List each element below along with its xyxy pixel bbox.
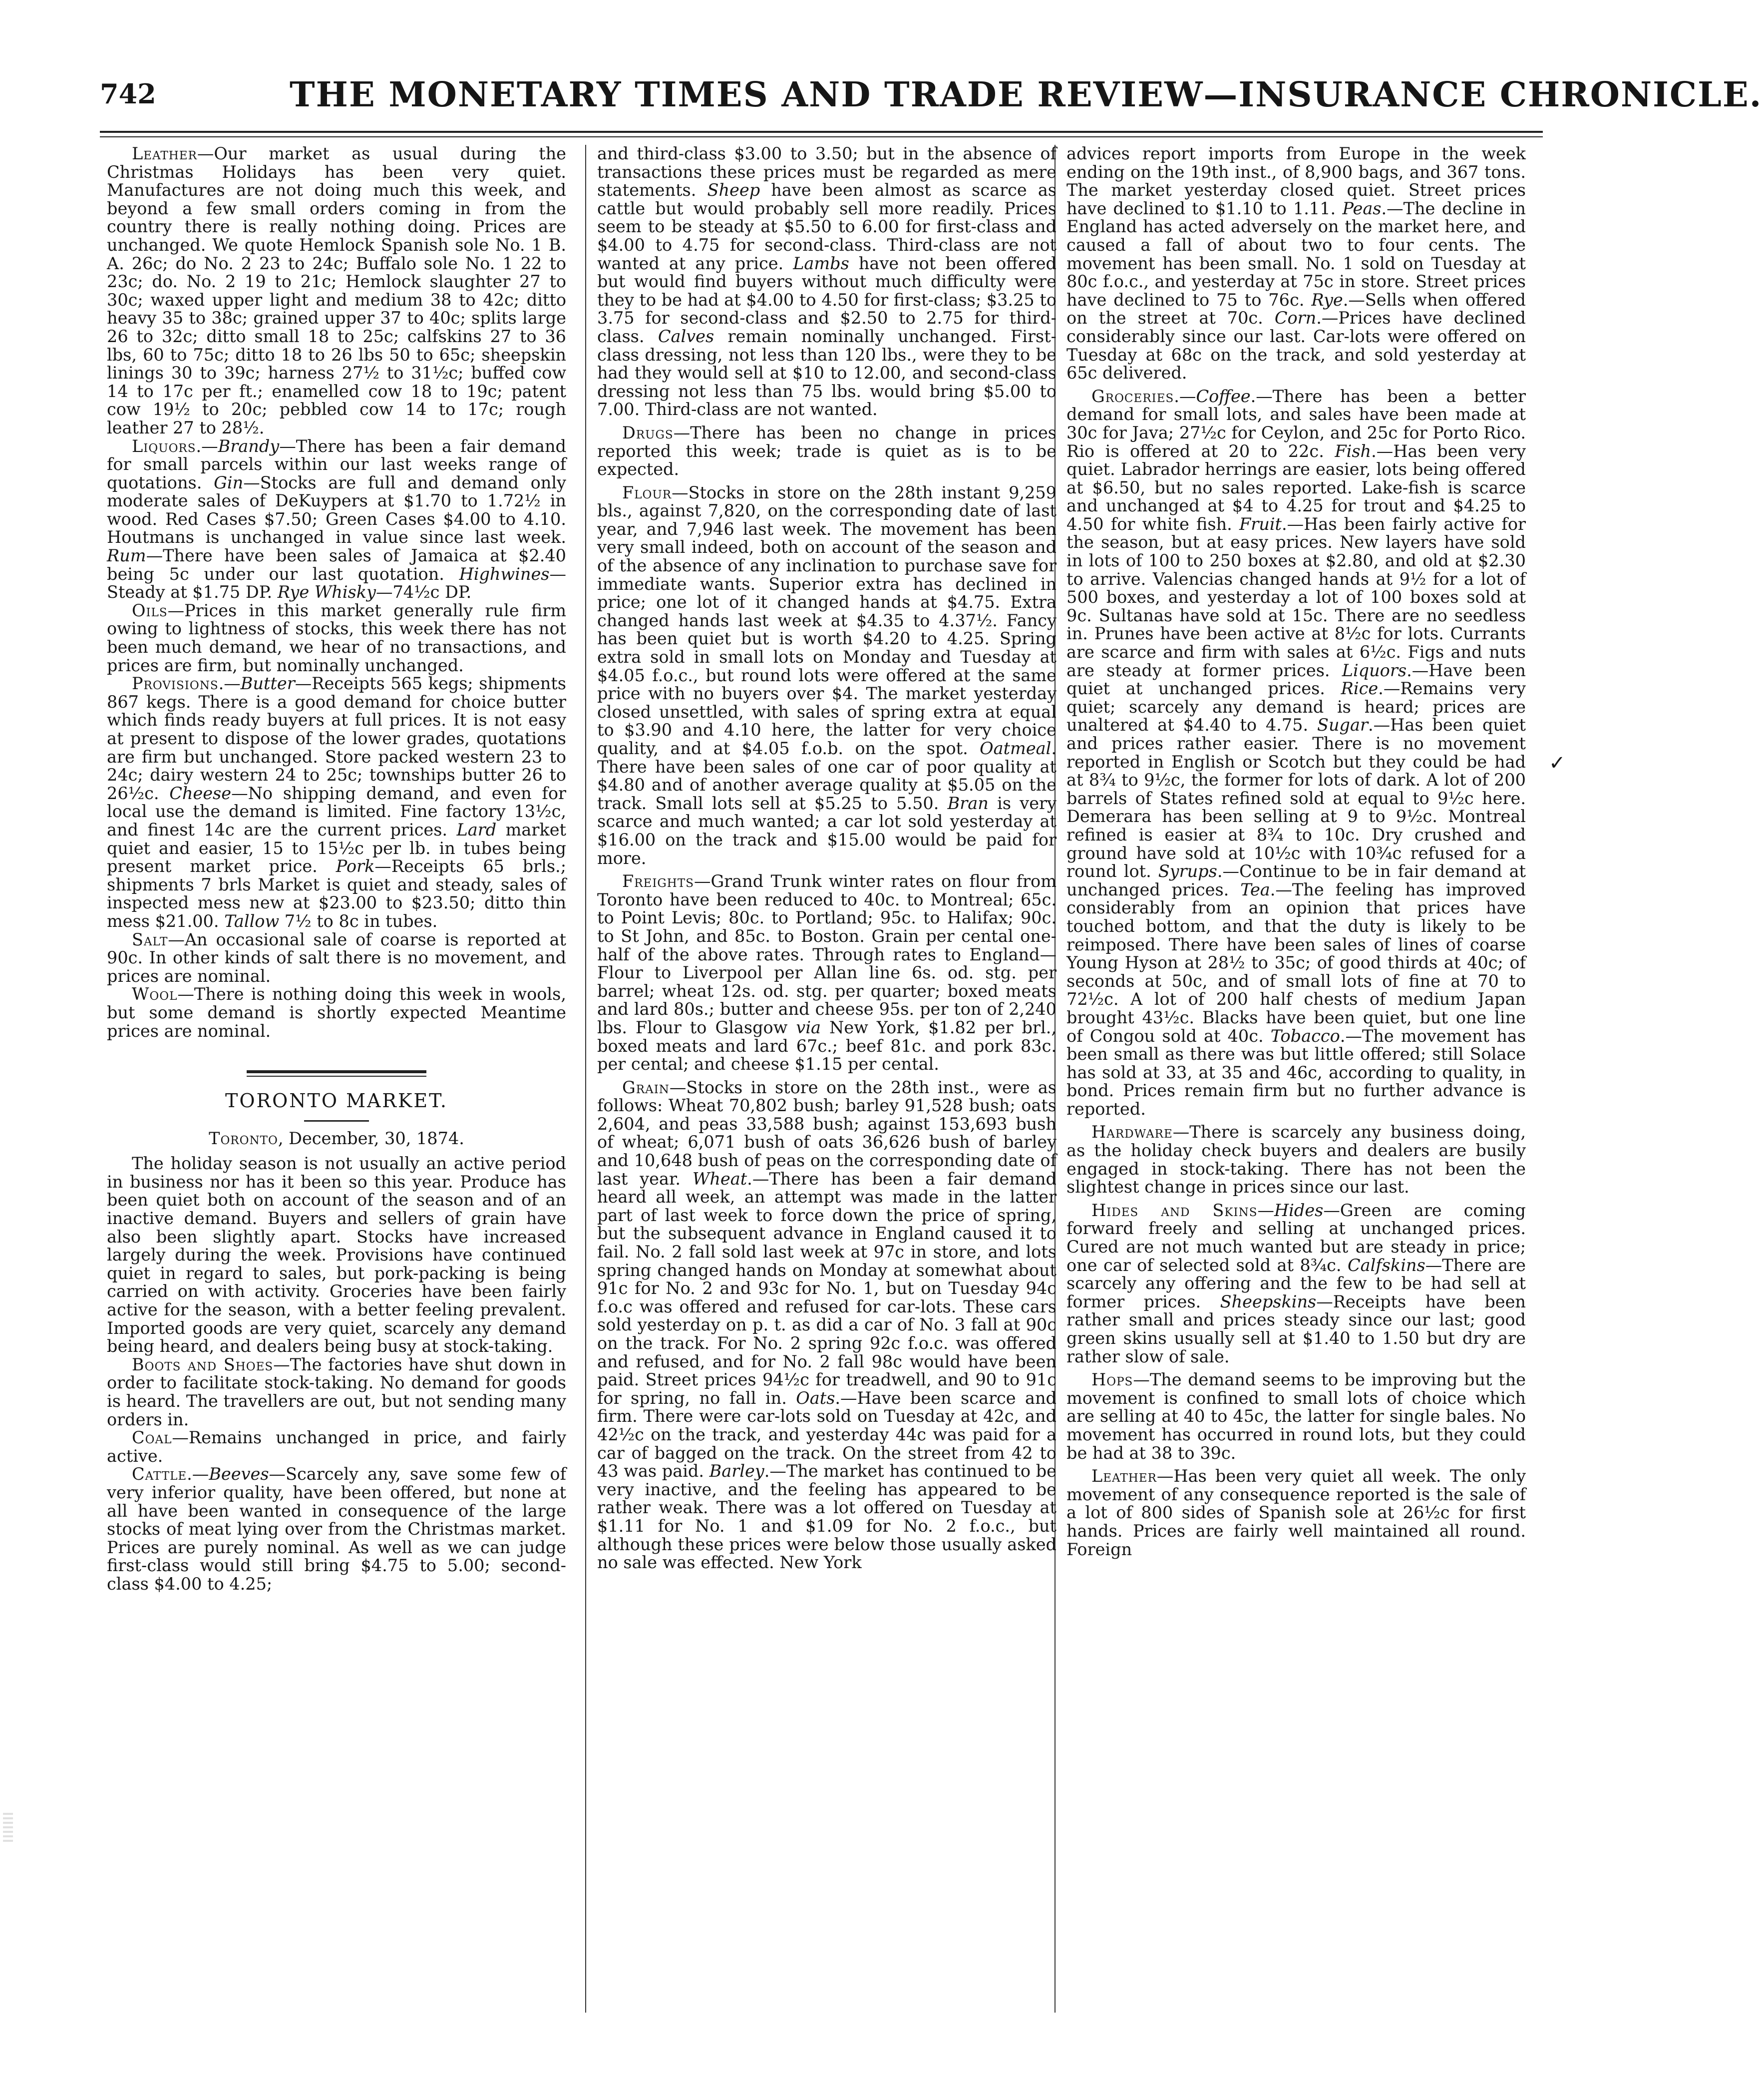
article-text: —Prices in this market generally rule firm owing to lightness of stocks, this week there has not been much demand, we hear of no transactions, and prices are firm, but nominally unchanged.: [107, 600, 566, 675]
article-text: The holiday season is not usually an active period in business nor has it been so this year. Produce has been quiet both on account of the season and of an inactive demand. Buyers and sellers of grain have also been slightly apart. Stocks have increased largely during the week. Provisions have continued quiet in regard to sales, but pork-packing is being carried on with activity. Groceries have been fairly active for the season, with a better feeling prevalent. Imported goods are very quiet, scarcely any demand being heard, and dealers being busy at stock-taking.: [107, 1154, 566, 1356]
article-text: —Our market as usual during the Christmas Holidays has been very quiet. Manufactures are not doing much this week, and beyond a few small orders coming in from the country there is really nothing doing. Prices are unchanged. We quote Hemlock Spanish sole No. 1 B. A. 26c; do No. 2 23 to 24c; Buffalo sole No. 1 22 to 23c; do. No. 2 19 to 21c; Hemlock slaughter 27 to 30c; waxed upper light and medium 38 to 42c; ditto heavy 35 to 38c; grained upper 37 to 40c; splits large 26 to 32c; ditto small 18 to 25c; calfskins 27 to 36 lbs, 60 to 75c; ditto 18 to 26 lbs 50 to 65c; sheepskin linings 30 to 39c; harness 27½ to 31½c; buffed cow 14 to 17c per ft.; enamelled cow 18 to 19c; patent cow 19½ to 20c; pebbled cow 14 to 17c; rough leather 27 to 28½.: [107, 144, 566, 437]
article-text: —Receipts 565 kegs; shipments 867 kegs. There is a good demand for choice butter which finds ready buyers at full prices. It is not easy at present to dispose of the lower grades, quotations are firm but unchanged. Store packed western 23 to 24c; dairy western 24 to 25c; townships butter 26 to 26½c.: [107, 674, 566, 803]
article-text: —There is nothing doing this week in wools, but some demand is shortly expected Meantime prices are nominal.: [107, 984, 566, 1041]
subheading: Cheese: [169, 783, 232, 803]
section-separator: [247, 1070, 426, 1077]
heading-hops: Hops: [1091, 1370, 1133, 1390]
subheading: Bran: [947, 793, 989, 813]
article-freights: [597, 872, 1057, 1074]
article-boots-shoes: [107, 1356, 566, 1429]
subheading: Rye: [1311, 290, 1343, 310]
article-text: —Receipts 65 brls.; shipments 7 brls Market is quiet and steady, sales of inspected mess new at $23.00 to $23.50; ditto thin mess $21.00.: [107, 856, 566, 931]
article-text: —There has been a fair demand for small parcels within our last weeks range of quotations.: [107, 436, 566, 492]
heading-wool: Wool: [132, 984, 178, 1004]
column-1: [107, 145, 566, 2023]
subheading: Wheat: [692, 1169, 747, 1189]
article-text: New York, $1.82 per brl., boxed meats and lard 67c.; beef 81c. and pork 83c. per cental; and cheese $1.15 per cental.: [597, 1017, 1057, 1074]
heading-salt: Salt: [132, 929, 168, 949]
dateline: [107, 1130, 566, 1148]
article-provisions: Provisions.—Butter—Receipts 565 kegs; shipments 867 kegs. There is a good demand for choice butter which finds ready buyers at full prices. It is not easy at present to dispose of the lower grades, quotations are firm but unchanged. Store packed western 23 to 24c; dairy western 24 to 25c; townships butter 26 to 26½c. Cheese—No shipping demand, and even for local use the demand is limited. Fine factory 13½c, and finest 14c are the current prices. Lard market quiet and easier, 15 to 15½c per lb. in tubes being present market price. Pork—Receipts 65 brls.; shipments 7 brls Market is quiet and steady, sales of inspected mess new at $23.00 to $23.50; ditto thin mess $21.00. Tallow 7½ to 8c in tubes.: [107, 674, 567, 931]
article-text: —Steady at $1.75 DP.: [107, 564, 566, 602]
article-text: have been almost as scarce as cattle but would probably sell more readily. Prices seem to be steady at $5.50 to 6.00 for first-class and $4.00 to 4.75 for second-class. Third-class are not wanted at any price.: [597, 180, 1057, 273]
title-rule: [304, 1120, 369, 1122]
subheading: Beeves: [209, 1464, 269, 1484]
article-text: —Green are coming forward freely and selling at unchanged prices. Cured are not much wanted but are steady in price; one car of selected sold at 8¾c.: [1066, 1200, 1526, 1275]
heading-leather: Leather: [132, 144, 197, 163]
subheading: Rum: [107, 546, 146, 566]
article-leather-2: [1066, 1467, 1526, 1559]
heading-cattle: Cattle: [132, 1464, 187, 1484]
heading-provisions: Provisions: [132, 674, 219, 694]
subheading: Syrups: [1158, 861, 1217, 881]
article-text: .—The market has continued to be very inactive, and the feeling has appeared to be rather weak. There was a lot offered on Tuesday at $1.11 for No. 1 and $1.09 for No. 2 f.o.c., but although these prices were below those usually asked no sale was effected. New York: [597, 1461, 1057, 1573]
article-text: . There have been sales of one car of poor quality at $4.80 and of another average quality at $5.05 on the track. Small lots sell at $5.25 to 5.50.: [597, 739, 1057, 813]
article-hides-skins: Hides and Skins—Hides—Green are coming forward freely and selling at unchanged prices. Cured are not much wanted but are steady in price; one car of selected sold at 8¾c. Calfskins—There are scarcely any offering and the few to be had sell at former prices. Sheepskins—Receipts have been rather small and prices steady since our last; good green skins usually sell at $1.40 to 1.50 but dry are rather slow of sale.: [1066, 1200, 1526, 1366]
article-intro: [107, 1155, 566, 1356]
subheading: Coffee: [1196, 386, 1251, 406]
subheading: Sheep: [707, 180, 760, 200]
article-coal: [107, 1429, 566, 1465]
subheading: Brandy: [218, 436, 280, 456]
heading-groceries: Groceries: [1091, 386, 1174, 406]
article-text: .—Has been quiet and prices rather easier. There is no movement reported in English or Scotch but they could be had at 8¾ to 9½c, the former for lots of dark. A lot of 200 barrels of States refined sold at equal to 9½c here. Demerara has been selling at 9 to 9½c. Montreal refined is easier at 8¾ to 10c. Dry crushed and ground have sold at 10½c with 10¾c refused for a round lot.: [1066, 715, 1526, 881]
subheading: Calfskins: [1347, 1255, 1425, 1275]
subheading: Pork: [336, 856, 375, 876]
article-text: .—Have been quiet at unchanged prices.: [1066, 660, 1526, 699]
article-text: .—There has been a better demand for small lots, and sales have been made at 30c for Java; 27½c for Ceylon, and 25c for Porto Rico. Rio is offered at 20 to 22c.: [1066, 386, 1526, 461]
article-text: —An occasional sale of coarse is reported at 90c. In other kinds of salt there is no movement, and prices are nominal.: [107, 929, 566, 986]
article-text: —Grand Trunk winter rates on flour from Toronto have been reduced to 40c. to Montreal; 65c. to Point Levis; 80c. to Portland; 95c. to Halifax; 90c. to St John, and 85c. to Boston. Grain per cental one-half of the above rates. Through rates to England—Flour to Liverpool per Allan line 6s. od. stg. per barrel; wheat 12s. od. stg. per quarter; boxed meats and lard 80s.; butter and cheese 95s. per ton of 2,240 lbs. Flour to Glasgow: [597, 871, 1057, 1037]
subheading: Tea: [1240, 879, 1270, 899]
article-text: .—Continue to be in fair demand at unchanged prices.: [1066, 861, 1526, 899]
article-drugs: [597, 424, 1057, 479]
article-hardware: [1066, 1123, 1526, 1196]
article-text: and third-class $3.00 to 3.50; but in the absence of transactions these prices must be regarded as mere statements.: [597, 144, 1057, 200]
subheading: Tobacco: [1270, 1026, 1340, 1046]
pen-mark-icon: ✓: [1549, 752, 1566, 775]
subheading: Rye Whisky: [277, 582, 376, 602]
article-cattle: Cattle.—Beeves—Scarcely any, save some few of very inferior quality, have been offered, but none at all have been wanted in consequence of the large stocks of meat lying over from the Christmas market. Prices are purely nominal. As well as we can judge first-class would still bring $4.75 to 5.00; second-class $4.00 to 4.25;: [107, 1464, 566, 1594]
subheading: Sugar: [1317, 715, 1368, 735]
heading-boots-shoes: Boots and Shoes: [132, 1354, 274, 1374]
heading-liquors: Liquors: [132, 436, 196, 456]
heading-freights: Freights: [622, 871, 694, 891]
article-text: .—The movement has been small as there was but little offered; still Solace has sold at 33, at 35 and 46c, according to quality, in bond. Prices remain firm but no further advance is reported.: [1066, 1026, 1526, 1119]
subheading: Corn: [1274, 308, 1317, 328]
article-text: .—The feeling has improved considerably from an opinion that prices have touched bottom, and that the duty is likely to be reimposed. There have been sales of lines of coarse Young Hyson at 28½ to 35c; of good thirds at 40c; of seconds at 50c, and of small lots of fine at 70 to 72½c. A lot of 200 half chests of medium Japan brought 43½c. Blacks have been quiet, but one line of Congou sold at 40c.: [1066, 879, 1526, 1046]
article-text: .—Remains very quiet; scarcely any demand is heard; prices are unaltered at $4.40 to 4.75.: [1066, 679, 1526, 735]
heading-leather: Leather: [1091, 1466, 1157, 1486]
article-text: —No shipping demand, and even for local use the demand is limited. Fine factory 13½c, and finest 14c are the current prices.: [107, 783, 567, 840]
article-text: 7½ to 8c in tubes.: [279, 911, 438, 931]
article-text: —There is scarcely any business doing, as the holiday check buyers and dealers are busily engaged in stock-taking. There has not been the slightest change in prices since our last.: [1066, 1122, 1526, 1197]
article-text: —Has been very quiet all week. The only movement of any consequence reported is the sale of a lot of 800 sides of Spanish sole at 26½c for first hands. Prices are fairly well maintained all round. Foreign: [1066, 1466, 1526, 1559]
heading-grain: Grain: [622, 1077, 670, 1097]
article-text: .—Prices have declined considerably since our last. Car-lots were offered on Tuesday at 68c on the track, and sold yesterday at 65c delivered.: [1066, 308, 1526, 383]
article-text: remain nominally unchanged. First-class dressing, not less than 120 lbs., were they to be had they would sell at $10 to 12.00, and second-class dressing not less than 75 lbs. would bring $5.00 to 7.00. Third-class are not wanted.: [597, 326, 1057, 420]
article-text: —Receipts have been rather small and prices steady since our last; good green skins usually sell at $1.40 to 1.50 but dry are rather slow of sale.: [1066, 1291, 1526, 1366]
subheading: Hides: [1274, 1200, 1324, 1220]
page-header: [100, 75, 1762, 130]
article-text: .—There has been a fair demand heard all week, an attempt was made in the latter part of last week to force down the price of spring, but the subsequent advance in England caused it to fail. No. 2 fall sold last week at 97c in store, and lots spring changed hands on Monday at somewhat about 91c for No. 2 and 93c for No. 1, but on Tuesday 94c f.o.c was offered and refused for car-lots. These cars sold yesterday on p. t. as did a car of No. 3 fall at 90c on the track. For No. 2 spring 92c f.o.c. was offered and refused, and for No. 2 fall 98c would have been paid. Street prices 94½c for treadwell, and 90 to 91c for spring, no fall in.: [597, 1169, 1057, 1408]
article-liquors: Liquors.—Brandy—There has been a fair demand for small parcels within our last weeks range of quotations. Gin—Stocks are full and demand only moderate sales of DeKuypers at $1.70 to 1.72½ in wood. Red Cases $7.50; Green Cases $4.00 to 4.10. Houtmans is unchanged in value since last week. Rum—There have been sales of Jamaica at $2.40 being 5c under our last quotation. Highwines—Steady at $1.75 DP. Rye Whisky—74½c DP.: [107, 436, 566, 602]
article-flour: [597, 484, 1057, 867]
article-text: —Remains unchanged in price, and fairly active.: [107, 1428, 566, 1466]
subheading: Fruit: [1239, 514, 1282, 534]
subheading: Tallow: [224, 911, 280, 931]
article-grain-continued: [1066, 145, 1526, 383]
article-grain: [597, 1079, 1057, 1572]
heading-hides-skins: Hides and Skins: [1091, 1200, 1258, 1220]
subheading: Gin: [214, 472, 244, 492]
subheading: Oatmeal: [980, 739, 1052, 758]
article-wool: [107, 985, 566, 1040]
article-text: —Scarcely any, save some few of very inferior quality, have been offered, but none at all have been wanted in consequence of the large stocks of meat lying over from the Christmas market. Prices are purely nominal. As well as we can judge first-class would still bring $4.75 to 5.00; second-class $4.00 to 4.25;: [107, 1464, 566, 1594]
heading-hardware: Hardware: [1091, 1122, 1173, 1142]
heading-drugs: Drugs: [622, 422, 674, 442]
subheading: Calves: [658, 326, 714, 346]
heading-flour: Flour: [622, 482, 672, 502]
header-rule-thin: [100, 136, 1543, 137]
subheading: Fish: [1335, 441, 1372, 461]
section-title: TORONTO MARKET.: [225, 1090, 448, 1112]
article-text: —74½c DP.: [375, 582, 472, 602]
header-rule: [100, 131, 1543, 133]
article-text: —The factories have shut down in order to facilitate stock-taking. No demand for goods is heard. The travellers are out, but not sending many orders in.: [107, 1354, 566, 1429]
article-cattle-continued: [597, 145, 1057, 419]
article-text: .—Has been fairly active for the season, but at easy prices. New layers have sold in lots of 100 to 250 boxes at $2.80, and old at $2.30 to arrive. Valencias changed hands at 9½ for a lot of 500 boxes, and yesterday a lot of 100 boxes sold at 9c. Sultanas have sold at 15c. There are no seedless in. Prunes have been active at 8½c for lots. Currants are scarce and firm with sales at 6½c. Figs and nuts are steady at former prices.: [1066, 514, 1526, 680]
article-text: .—Has been very quiet. Labrador herrings are easier, lots being offered at $6.50, but no sales reported. Lake-fish is scarce and unchanged at $4 to 4.25 for trout and $4.25 to 4.50 for white fish.: [1066, 441, 1526, 534]
article-text: .—Have been scarce and firm. There were car-lots sold on Tuesday at 42c, and 42½c on the track, and yesterday 44c was paid for a car of bagged on the track. On the street from 42 to 43 was paid.: [597, 1388, 1057, 1481]
article-text: —There are scarcely any offering and the few to be had sell at former prices.: [1066, 1255, 1526, 1311]
article-oils: [107, 602, 566, 675]
dateline-city: Toronto: [209, 1128, 278, 1148]
article-hops: [1066, 1371, 1526, 1462]
subheading: Highwines: [459, 564, 550, 584]
column-3: [1066, 145, 1526, 2023]
subheading: Barley: [709, 1461, 764, 1481]
subheading: via: [796, 1017, 821, 1037]
subheading: Rice: [1341, 679, 1379, 699]
article-leather: [107, 145, 566, 437]
masthead: THE MONETARY TIMES AND TRADE REVIEW—INSURANCE CHRONICLE.: [290, 75, 1762, 115]
article-groceries: Groceries.—Coffee.—There has been a better demand for small lots, and sales have been made at 30c for Java; 27½c for Ceylon, and 25c for Porto Rico. Rio is offered at 20 to 22c. Fish.—Has been very quiet. Labrador herrings are easier, lots being offered at $6.50, but no sales reported. Lake-fish is scarce and unchanged at $4 to 4.25 for trout and $4.25 to 4.50 for white fish. Fruit.—Has been fairly active for the season, but at easy prices. New layers have sold in lots of 100 to 250 boxes at $2.80, and old at $2.30 to arrive. Valencias changed hands at 9½ for a lot of 500 boxes, and yesterday a lot of 100 boxes sold at 9c. Sultanas have sold at 15c. There are no seedless in. Prunes have been active at 8½c for lots. Currants are scarce and firm with sales at 6½c. Figs and nuts are steady at former prices. Liquors.—Have been quiet at unchanged prices. Rice.—Remains very quiet; scarcely any demand is heard; prices are unaltered at $4.40 to 4.75. Sugar.—Has been quiet and prices rather easier. There is no movement reported in English or Scotch but they could be had at 8¾ to 9½c, the former for lots of dark. A lot of 200 barrels of States refined sold at equal to 9½c here. Demerara has been selling at 9 to 9½c. Montreal refined is easier at 8¾ to 10c. Dry crushed and ground have sold at 10½c with 10¾c refused for a round lot. Syrups.—Continue to be in fair demand at unchanged prices. Tea.—The feeling has improved considerably from an opinion that prices have touched bottom, and that the duty is likely to be reimposed. There have been sales of lines of coarse Young Hyson at 28½ to 35c; of good thirds at 40c; of seconds at 50c, and of small lots of fine at 70 to 72½c. A lot of 200 half chests of medium Japan brought 43½c. Blacks have been quiet, but one line of Congou sold at 40c. Tobacco.—The movement has been small as there was but little offered; still Solace has sold at 33, at 35 and 46c, according to quality, in bond. Prices remain firm but no further advance is reported.: [1066, 386, 1526, 1119]
column-divider: [585, 145, 586, 2013]
heading-coal: Coal: [132, 1428, 172, 1448]
article-text: .—Sells when offered on the street at 70c.: [1066, 290, 1526, 328]
article-text: market quiet and easier, 15 to 15½c per lb. in tubes being present market price.: [107, 820, 566, 876]
article-text: —Stocks in store on the 28th inst., were as follows: Wheat 70,802 bush; barley 91,528 bush; oats 2,604, and peas 33,588 bush; against 153,693 bush of wheat; 6,071 bush of oats 36,626 bush of barley and 10,648 bush of peas on the corresponding date of last year.: [597, 1077, 1057, 1189]
article-text: .—The decline in England has acted adversely on the market here, and caused a fall of about two to four cents. The movement has been small. No. 1 sold on Tuesday at 80c f.o.c., and yesterday at 75c in store. Street prices have declined to 75 to 76c.: [1066, 198, 1526, 310]
page-number: 742: [100, 78, 156, 110]
dateline-date: , December, 30, 1874.: [278, 1128, 464, 1148]
article-text: —The demand seems to be improving but the movement is confined to small lots of choice which are selling at 40 to 45c, the latter for single bales. No movement has occurred in round lots, but they could be had at 38 to 39c.: [1066, 1370, 1526, 1463]
article-text: is very scarce and much wanted; a car lot sold yesterday at $16.00 on the track and $15.00 would be paid for more.: [597, 793, 1057, 868]
scan-edge-artifact: [3, 1813, 13, 1843]
article-text: have not been offered but would find buyers without much difficulty were they to be had at $4.00 to 4.50 for first-class; $3.25 to 3.75 for second-class and $2.50 to 2.75 for third-class.: [597, 253, 1057, 346]
article-salt: [107, 931, 566, 986]
article-text: advices report imports from Europe in the week ending on the 19th inst., of 8,900 bags, and 367 tons. The market yesterday closed quiet. Street prices have declined to $1.10 to 1.11.: [1066, 144, 1526, 218]
article-text: —Stocks are full and demand only moderate sales of DeKuypers at $1.70 to 1.72½ in wood. Red Cases $7.50; Green Cases $4.00 to 4.10. Houtmans is unchanged in value since last week.: [107, 472, 566, 547]
subheading: Butter: [240, 674, 295, 694]
subheading: Lard: [456, 820, 497, 840]
heading-oils: Oils: [132, 600, 168, 620]
article-text: —Stocks in store on the 28th instant 9,259 bls., against 7,820, on the corresponding date of last year, and 7,946 last week. The movement has been very small indeed, both on account of the season and of the absence of any inclination to purchase save for immediate wants. Superior extra has declined in price; one lot of it changed hands at $4.75. Extra changed hands last week at $4.35 to 4.37½. Fancy has been quiet but is worth $4.20 to 4.25. Spring extra sold in small lots on Monday and Tuesday at $4.05 f.o.c., but round lots were offered at the same price with no buyers over $4. The market yesterday closed unsettled, with sales of spring extra at equal to $3.90 and 4.10 here, the latter for very choice quality, and at $4.05 f.o.b. on the spot.: [597, 482, 1057, 758]
article-text: —There have been sales of Jamaica at $2.40 being 5c under our last quotation.: [107, 546, 566, 584]
column-2: [597, 145, 1057, 2023]
subheading: Liquors: [1342, 660, 1407, 680]
subheading: Sheepskins: [1220, 1291, 1317, 1311]
subheading: Oats: [796, 1388, 835, 1408]
subheading: Peas: [1342, 198, 1382, 218]
subheading: Lambs: [793, 253, 849, 273]
article-text: —There has been no change in prices reported this week; trade is quiet as is to be expected.: [597, 422, 1057, 479]
